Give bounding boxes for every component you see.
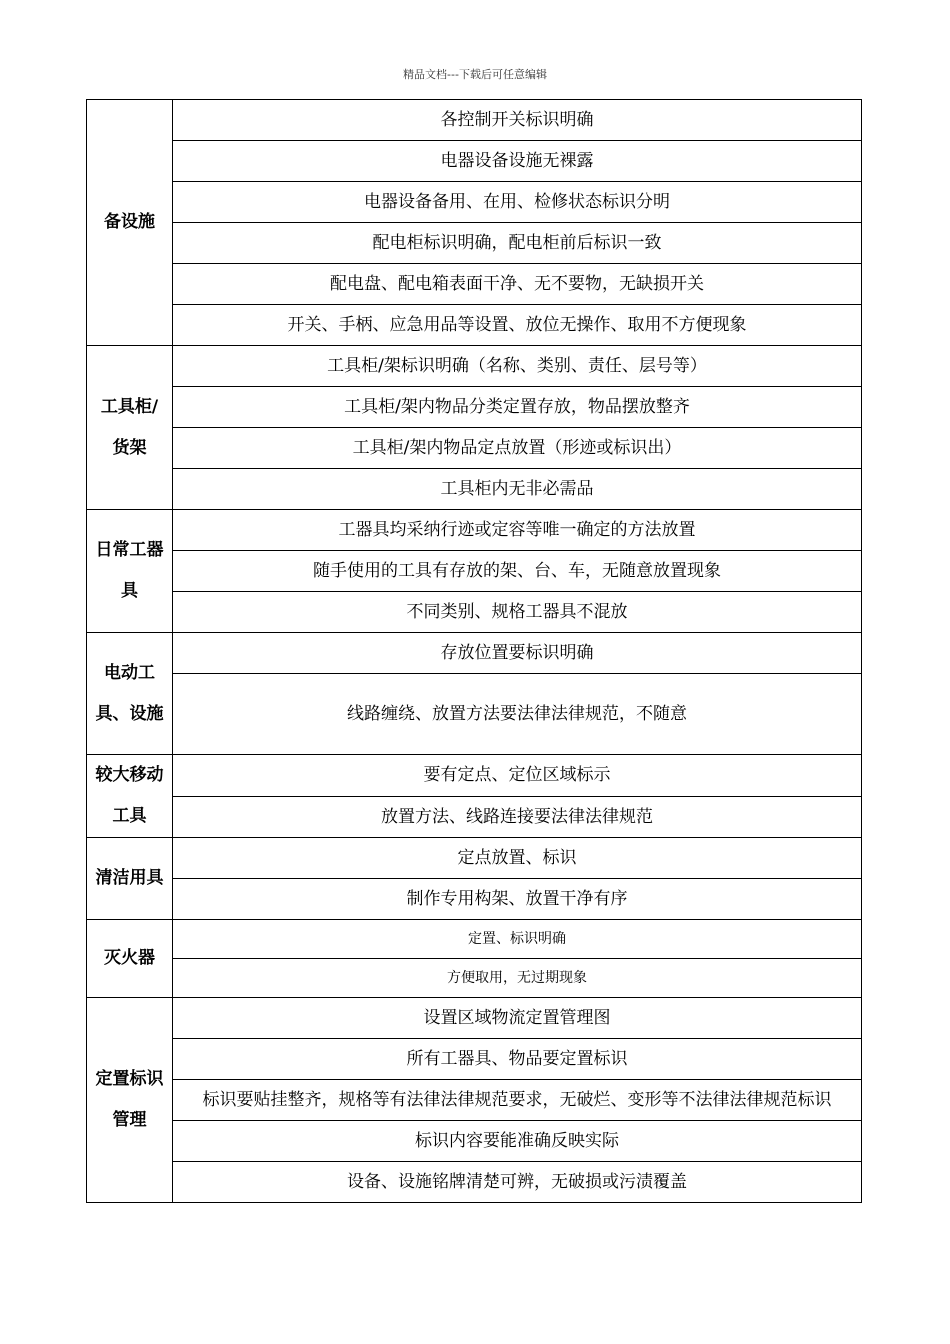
- item-cell: 工具柜内无非必需品: [173, 469, 862, 510]
- table-row: [87, 469, 862, 510]
- table-row: [87, 1080, 862, 1121]
- inspection-table: [86, 99, 862, 1203]
- item-cell: 放置方法、线路连接要法律法律规范: [173, 796, 862, 838]
- table-row: [87, 755, 862, 797]
- item-cell: 配电盘、配电箱表面干净、无不要物，无缺损开关: [173, 264, 862, 305]
- item-cell: 制作专用构架、放置干净有序: [173, 879, 862, 920]
- table-row: [87, 796, 862, 838]
- category-cell: 备设施: [87, 100, 173, 346]
- table-row: [87, 879, 862, 920]
- table-row: [87, 428, 862, 469]
- table-row: [87, 1039, 862, 1080]
- item-cell: 设备、设施铭牌清楚可辨，无破损或污渍覆盖: [173, 1162, 862, 1203]
- table-row: [87, 100, 862, 141]
- category-cell: 较大移动工具: [87, 755, 173, 838]
- category-cell: 定置标识管理: [87, 998, 173, 1203]
- table-row: [87, 510, 862, 551]
- item-cell: 电器设备设施无裸露: [173, 141, 862, 182]
- page-header: 精品文档---下载后可任意编辑: [403, 68, 547, 81]
- table-row: [87, 959, 862, 998]
- item-cell: 存放位置要标识明确: [173, 633, 862, 674]
- item-cell: 定置、标识明确: [173, 920, 862, 959]
- table-row: [87, 633, 862, 674]
- table-row: [87, 998, 862, 1039]
- table-row: [87, 346, 862, 387]
- item-cell: 所有工器具、物品要定置标识: [173, 1039, 862, 1080]
- item-cell: 开关、手柄、应急用品等设置、放位无操作、取用不方便现象: [173, 305, 862, 346]
- table-row: [87, 674, 862, 755]
- table-row: [87, 1121, 862, 1162]
- item-cell: 随手使用的工具有存放的架、台、车，无随意放置现象: [173, 551, 862, 592]
- category-cell: 灭火器: [87, 920, 173, 998]
- table-row: [87, 592, 862, 633]
- table-row: [87, 1162, 862, 1203]
- table-row: [87, 182, 862, 223]
- table-row: [87, 387, 862, 428]
- table-row: [87, 920, 862, 959]
- item-cell: 设置区域物流定置管理图: [173, 998, 862, 1039]
- table-row: [87, 141, 862, 182]
- item-cell: 线路缠绕、放置方法要法律法律规范，不随意: [173, 674, 862, 755]
- table-row: [87, 305, 862, 346]
- item-cell: 配电柜标识明确，配电柜前后标识一致: [173, 223, 862, 264]
- table-row: [87, 223, 862, 264]
- item-cell: 电器设备备用、在用、检修状态标识分明: [173, 182, 862, 223]
- item-cell: 要有定点、定位区域标示: [173, 755, 862, 797]
- table-row: [87, 264, 862, 305]
- item-cell: 工具柜/架标识明确（名称、类别、责任、层号等）: [173, 346, 862, 387]
- item-cell: 不同类别、规格工器具不混放: [173, 592, 862, 633]
- table-row: [87, 551, 862, 592]
- item-cell: 标识内容要能准确反映实际: [173, 1121, 862, 1162]
- category-cell: 工具柜/货架: [87, 346, 173, 510]
- category-cell: 清洁用具: [87, 838, 173, 920]
- item-cell: 工器具均采纳行迹或定容等唯一确定的方法放置: [173, 510, 862, 551]
- item-cell: 各控制开关标识明确: [173, 100, 862, 141]
- category-cell: 日常工器具: [87, 510, 173, 633]
- item-cell: 工具柜/架内物品分类定置存放，物品摆放整齐: [173, 387, 862, 428]
- category-cell: 电动工具、设施: [87, 633, 173, 755]
- item-cell: 标识要贴挂整齐，规格等有法律法律规范要求，无破烂、变形等不法律法律规范标识: [173, 1080, 862, 1121]
- item-cell: 工具柜/架内物品定点放置（形迹或标识出）: [173, 428, 862, 469]
- table-row: [87, 838, 862, 879]
- item-cell: 定点放置、标识: [173, 838, 862, 879]
- item-cell: 方便取用，无过期现象: [173, 959, 862, 998]
